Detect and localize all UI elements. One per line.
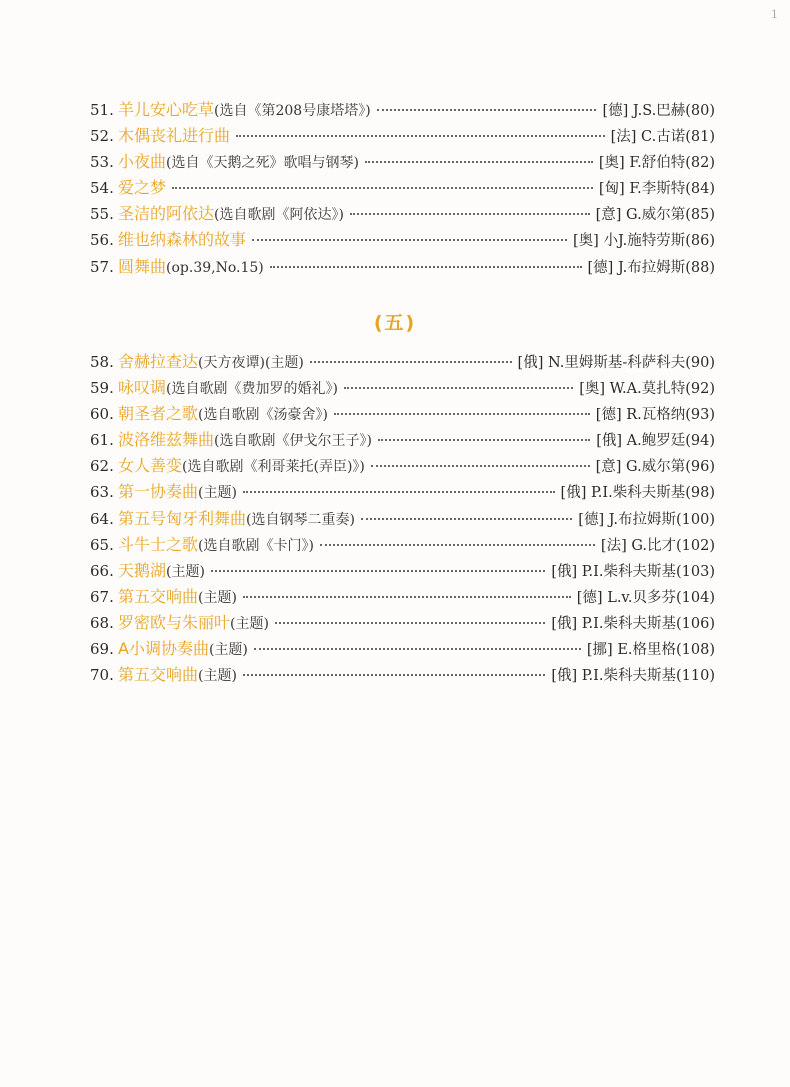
entry-number: 58. xyxy=(90,353,114,371)
dot-leader xyxy=(334,413,590,415)
entry-subtitle: (主题) xyxy=(208,642,248,659)
entry-number: 54. xyxy=(90,179,114,198)
entry-author-page: [法] C.古诺(81) xyxy=(610,129,715,146)
entry-title: 维也纳森林的故事 xyxy=(118,230,247,250)
entry-subtitle: (主题) xyxy=(198,589,237,606)
entry-subtitle: (主题) xyxy=(198,485,237,502)
dot-leader xyxy=(252,239,567,241)
dot-leader xyxy=(172,187,593,189)
entry-title: 羊儿安心吃草 xyxy=(118,100,215,119)
entry-subtitle: (天方夜谭)(主题) xyxy=(198,355,304,371)
entry-author-page: [俄] N.里姆斯基-科萨科夫(90) xyxy=(517,355,715,371)
dot-leader xyxy=(371,465,590,467)
entry-title: A小调协奏曲 xyxy=(118,639,209,659)
entry-subtitle: (选自歌剧《利哥莱托(弄臣)》) xyxy=(182,459,365,476)
entry-number: 53. xyxy=(90,153,114,172)
toc-entry xyxy=(90,149,715,175)
entry-author-page: [德] J.S.巴赫(80) xyxy=(602,103,715,119)
entry-title: 圣洁的阿依达 xyxy=(118,204,215,224)
dot-leader xyxy=(350,213,590,215)
entry-number: 57. xyxy=(90,257,114,276)
dot-leader xyxy=(236,135,605,137)
entry-subtitle: (op.39,No.15) xyxy=(166,259,264,276)
dot-leader xyxy=(365,161,593,163)
toc-entry xyxy=(90,662,715,688)
dot-leader xyxy=(377,109,597,111)
toc-entry xyxy=(90,375,715,401)
entry-title: 木偶丧礼进行曲 xyxy=(118,126,231,146)
toc-entry xyxy=(90,349,715,375)
entry-author-page: [俄] A.鲍罗廷(94) xyxy=(596,433,715,450)
entry-title: 第一协奏曲 xyxy=(118,482,199,502)
entry-number: 62. xyxy=(90,457,114,476)
entry-subtitle: (主题) xyxy=(198,668,237,685)
toc-entry xyxy=(90,97,715,123)
entry-number: 61. xyxy=(90,431,114,450)
entry-author-page: [俄] P.I.柴科夫斯基(110) xyxy=(551,668,715,685)
toc-entry xyxy=(90,401,715,427)
entry-author-page: [德] R.瓦格纳(93) xyxy=(595,407,715,424)
toc-entry xyxy=(90,453,715,479)
entry-number: 55. xyxy=(90,205,114,224)
toc-section-b xyxy=(90,349,715,688)
entry-title: 天鹅湖 xyxy=(118,560,167,580)
entry-title: 第五号匈牙利舞曲 xyxy=(118,508,247,528)
entry-subtitle: (选自歌剧《卡门》) xyxy=(198,537,314,554)
dot-leader xyxy=(243,596,571,598)
entry-title: 罗密欧与朱丽叶 xyxy=(118,612,231,632)
toc-entry xyxy=(90,610,715,636)
toc-entry xyxy=(90,479,715,505)
toc-entry xyxy=(90,427,715,453)
entry-author-page: [意] G.威尔第(96) xyxy=(595,459,715,476)
entry-number: 56. xyxy=(90,231,114,250)
entry-author-page: [德] J.布拉姆斯(100) xyxy=(578,511,715,528)
entry-number: 69. xyxy=(90,640,114,659)
entry-title: 咏叹调 xyxy=(118,378,167,398)
entry-author-page: [俄] P.I.柴科夫斯基(103) xyxy=(551,563,715,580)
entry-number: 70. xyxy=(90,666,114,685)
entry-number: 52. xyxy=(90,127,114,146)
entry-number: 60. xyxy=(90,405,114,424)
entry-number: 51. xyxy=(90,101,114,119)
entry-author-page: [德] L.v.贝多芬(104) xyxy=(576,589,715,606)
entry-subtitle: (主题) xyxy=(166,563,205,580)
dot-leader xyxy=(320,544,595,546)
entry-title: 圆舞曲 xyxy=(118,256,167,276)
entry-title: 舍赫拉查达 xyxy=(118,352,199,371)
dot-leader xyxy=(243,491,555,493)
entry-title: 第五交响曲 xyxy=(118,665,199,685)
dot-leader xyxy=(211,570,545,572)
toc-entry xyxy=(90,584,715,610)
entry-subtitle: (选自歌剧《汤豪舍》) xyxy=(198,407,328,424)
entry-number: 63. xyxy=(90,483,114,502)
toc-entry xyxy=(90,123,715,149)
dot-leader xyxy=(378,439,590,441)
dot-leader xyxy=(344,387,573,389)
corner-mark: 1 xyxy=(771,8,778,21)
dot-leader xyxy=(270,266,582,268)
entry-number: 67. xyxy=(90,587,114,606)
entry-author-page: [挪] E.格里格(108) xyxy=(586,642,715,659)
toc-entry xyxy=(90,506,715,532)
toc-entry xyxy=(90,227,715,253)
entry-number: 66. xyxy=(90,561,114,580)
entry-number: 64. xyxy=(90,509,114,528)
entry-author-page: [奥] F.舒伯特(82) xyxy=(598,155,715,172)
dot-leader xyxy=(361,518,572,520)
entry-author-page: [奥] W.A.莫扎特(92) xyxy=(579,381,715,398)
entry-title: 女人善变 xyxy=(118,456,183,476)
entry-subtitle: (选自《天鹅之死》歌唱与钢琴) xyxy=(166,155,359,172)
entry-number: 68. xyxy=(90,613,114,632)
entry-number: 59. xyxy=(90,379,114,398)
entry-subtitle: (选自歌剧《费加罗的婚礼》) xyxy=(166,381,338,398)
entry-author-page: [意] G.威尔第(85) xyxy=(595,207,715,224)
entry-subtitle: (主题) xyxy=(230,615,269,632)
toc-entry xyxy=(90,175,715,201)
entry-subtitle: (选自《第208号康塔塔》) xyxy=(214,103,371,119)
entry-title: 第五交响曲 xyxy=(118,586,199,606)
entry-author-page: [匈] F.李斯特(84) xyxy=(598,181,715,198)
entry-subtitle: (选自钢琴二重奏) xyxy=(246,511,355,528)
toc-section-a xyxy=(90,97,715,280)
dot-leader xyxy=(243,674,545,676)
entry-title: 斗牛士之歌 xyxy=(118,534,199,554)
toc-entry xyxy=(90,636,715,662)
entry-subtitle: (选自歌剧《阿依达》) xyxy=(214,207,344,224)
dot-leader xyxy=(275,622,545,624)
toc-entry xyxy=(90,201,715,227)
entry-title: 爱之梦 xyxy=(118,178,167,198)
entry-title: 波洛维兹舞曲 xyxy=(118,430,215,450)
entry-title: 朝圣者之歌 xyxy=(118,404,199,424)
entry-title: 小夜曲 xyxy=(118,152,167,172)
dot-leader xyxy=(254,648,581,650)
entry-number: 65. xyxy=(90,535,114,554)
dot-leader xyxy=(310,361,512,363)
entry-author-page: [法] G.比才(102) xyxy=(600,537,715,554)
toc-entry xyxy=(90,254,715,280)
entry-author-page: [俄] P.I.柴科夫斯基(106) xyxy=(551,615,715,632)
entry-author-page: [俄] P.I.柴科夫斯基(98) xyxy=(560,485,715,502)
entry-author-page: [奥] 小J.施特劳斯(86) xyxy=(573,233,715,250)
section-heading: (五) xyxy=(373,312,417,334)
toc-entry xyxy=(90,558,715,584)
entry-subtitle: (选自歌剧《伊戈尔王子》) xyxy=(214,433,372,450)
toc-entry xyxy=(90,532,715,558)
entry-author-page: [德] J.布拉姆斯(88) xyxy=(587,259,715,276)
